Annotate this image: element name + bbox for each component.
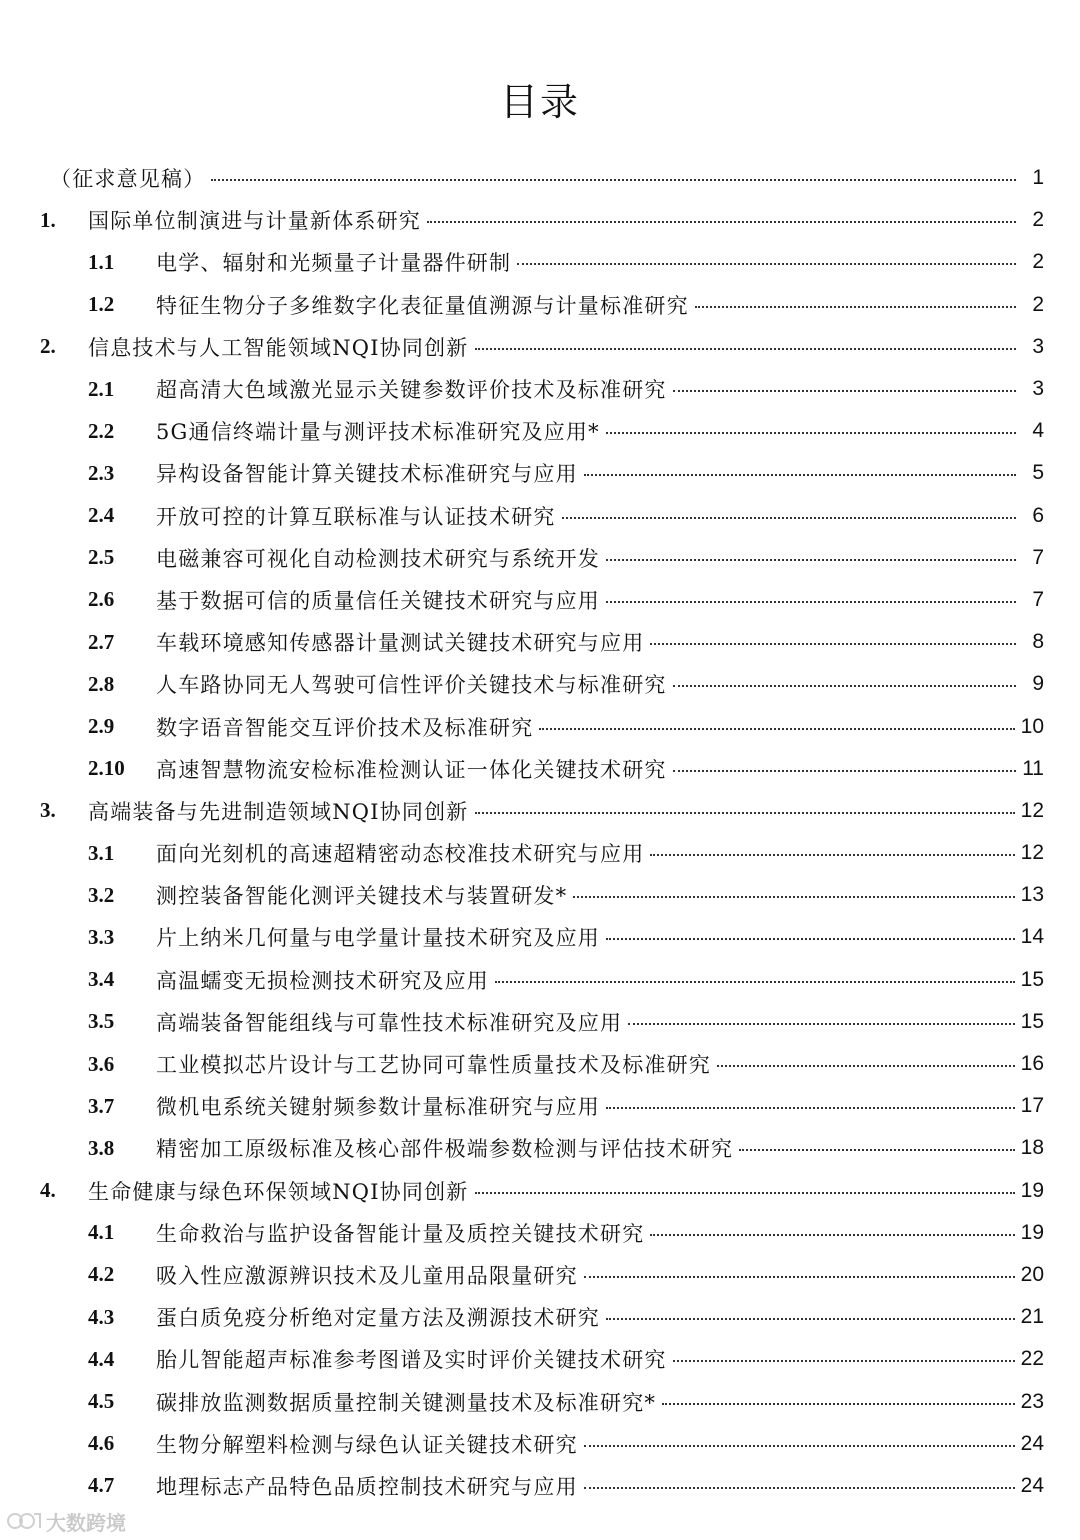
dot-leader	[573, 896, 1014, 898]
toc-subsection-entry[interactable]	[0, 832, 1080, 874]
toc-entry-number: 2.10	[88, 756, 125, 781]
toc-entry-label: 开放可控的计算互联标准与认证技术研究	[156, 504, 556, 529]
dot-leader	[211, 179, 1016, 181]
toc-subsection-entry[interactable]	[0, 1423, 1080, 1465]
toc-page-number: 2	[1032, 250, 1044, 274]
toc-entry-number: 2.	[40, 334, 56, 359]
toc-section-entry[interactable]	[0, 199, 1080, 241]
dot-leader	[650, 1234, 1014, 1236]
toc-entry-number: 4.4	[88, 1346, 115, 1371]
toc-entry-label: 生命救治与监护设备智能计量及质控关键技术研究	[156, 1221, 645, 1246]
toc-entry-number: 3.5	[88, 1009, 115, 1034]
toc-subsection-entry[interactable]	[0, 1043, 1080, 1085]
toc-page-number: 4	[1032, 419, 1044, 443]
dot-leader	[673, 1360, 1015, 1362]
toc-page-number: 15	[1020, 967, 1044, 991]
toc-preface-entry[interactable]	[0, 157, 1080, 199]
toc-entry-number: 3.4	[88, 967, 115, 992]
toc-entry-number: 4.3	[88, 1304, 115, 1329]
toc-page-number: 15	[1020, 1009, 1044, 1033]
dot-leader	[606, 1318, 1015, 1320]
toc-page-number: 23	[1020, 1389, 1044, 1413]
toc-page-number: 22	[1020, 1347, 1044, 1371]
toc-entry-number: 2.5	[88, 545, 115, 570]
dot-leader	[606, 559, 1016, 561]
dot-leader	[673, 770, 1016, 772]
toc-entry-number: 4.1	[88, 1220, 115, 1245]
toc-entry-number: 4.2	[88, 1262, 115, 1287]
toc-entry-number: 2.7	[88, 629, 115, 654]
toc-subsection-entry[interactable]	[0, 705, 1080, 747]
toc-entry-number: 3.7	[88, 1093, 115, 1118]
toc-entry-label: 高速智慧物流安检标准检测认证一体化关键技术研究	[156, 757, 667, 782]
toc-entry-label: 生命健康与绿色环保领域NQI协同创新	[88, 1179, 469, 1204]
page-title: 目录	[499, 80, 580, 124]
dot-leader	[427, 221, 1016, 223]
toc-page-number: 17	[1020, 1094, 1044, 1118]
toc-subsection-entry[interactable]	[0, 1085, 1080, 1127]
toc-page-number: 19	[1020, 1220, 1044, 1244]
toc-subsection-entry[interactable]	[0, 663, 1080, 705]
toc-entry-label: 基于数据可信的质量信任关键技术研究与应用	[156, 588, 600, 613]
toc-entry-label: 超高清大色域激光显示关键参数评价技术及标准研究	[156, 378, 667, 403]
toc-entry-label: 高端装备与先进制造领域NQI协同创新	[88, 799, 469, 824]
toc-entry-label: 面向光刻机的高速超精密动态校准技术研究与应用	[156, 842, 645, 867]
dot-leader	[739, 1149, 1014, 1151]
toc-subsection-entry[interactable]	[0, 1338, 1080, 1380]
dot-leader	[650, 643, 1016, 645]
toc-page-number: 7	[1032, 545, 1044, 569]
toc-entry-label: 特征生物分子多维数字化表征量值溯源与计量标准研究	[156, 293, 689, 318]
toc-entry-number: 4.7	[88, 1473, 115, 1498]
dot-leader	[606, 1107, 1015, 1109]
toc-entry-number: 3.2	[88, 882, 115, 907]
toc-entry-label: 微机电系统关键射频参数计量标准研究与应用	[156, 1095, 600, 1120]
toc-entry-number: 1.1	[88, 249, 115, 274]
toc-entry-label: 国际单位制演进与计量新体系研究	[88, 209, 421, 234]
toc-subsection-entry[interactable]	[0, 874, 1080, 916]
toc-page-number: 20	[1020, 1262, 1044, 1286]
dot-leader	[584, 1276, 1015, 1278]
watermark	[6, 1506, 126, 1536]
toc-entry-label: 片上纳米几何量与电学量计量技术研究及应用	[156, 926, 600, 951]
toc-page-number: 18	[1020, 1136, 1044, 1160]
toc-page-number: 14	[1020, 925, 1044, 949]
toc-entry-label: 蛋白质免疫分析绝对定量方法及溯源技术研究	[156, 1306, 600, 1331]
dot-leader	[495, 981, 1015, 983]
toc-entry-label: 高温蠕变无损检测技术研究及应用	[156, 968, 489, 993]
dot-leader	[562, 517, 1016, 519]
dot-leader	[584, 1445, 1015, 1447]
toc-page-number: 8	[1032, 630, 1044, 654]
toc-entry-number: 2.1	[88, 376, 115, 401]
toc-page-number: 3	[1032, 334, 1044, 358]
dot-leader	[606, 432, 1016, 434]
toc-entry-number: 2.9	[88, 714, 115, 739]
toc-entry-number: 2.6	[88, 587, 115, 612]
watermark-text: 大数跨境	[46, 1510, 126, 1535]
toc-entry-label: （征求意见稿）	[50, 167, 206, 192]
dot-leader	[517, 263, 1016, 265]
logo-icon	[6, 1510, 42, 1532]
toc-entry-label: 生物分解塑料检测与绿色认证关键技术研究	[156, 1432, 578, 1457]
toc-entry-label: 碳排放监测数据质量控制关键测量技术及标准研究*	[156, 1390, 657, 1415]
table-of-contents	[0, 157, 1080, 1507]
dot-leader	[475, 348, 1017, 350]
toc-subsection-entry[interactable]	[0, 959, 1080, 1001]
dot-leader	[673, 685, 1016, 687]
toc-subsection-entry[interactable]	[0, 410, 1080, 452]
toc-page-number: 19	[1020, 1178, 1044, 1202]
toc-page-number: 1	[1032, 166, 1044, 190]
toc-entry-number: 2.3	[88, 460, 115, 485]
toc-section-entry[interactable]	[0, 1170, 1080, 1212]
toc-section-entry[interactable]	[0, 326, 1080, 368]
toc-page-number: 13	[1020, 883, 1044, 907]
toc-subsection-entry[interactable]	[0, 284, 1080, 326]
toc-entry-number: 3.6	[88, 1051, 115, 1076]
toc-entry-label: 地理标志产品特色品质控制技术研究与应用	[156, 1474, 578, 1499]
toc-page-number: 9	[1032, 672, 1044, 696]
toc-page-number: 11	[1022, 756, 1044, 780]
toc-entry-label: 胎儿智能超声标准参考图谱及实时评价关键技术研究	[156, 1348, 667, 1373]
dot-leader	[662, 1403, 1015, 1405]
dot-leader	[539, 728, 1014, 730]
toc-subsection-entry[interactable]	[0, 537, 1080, 579]
toc-entry-number: 2.4	[88, 503, 115, 528]
toc-entry-label: 工业模拟芯片设计与工艺协同可靠性质量技术及标准研究	[156, 1053, 711, 1078]
toc-subsection-entry[interactable]	[0, 1380, 1080, 1422]
dot-leader	[475, 1192, 1015, 1194]
toc-subsection-entry[interactable]	[0, 621, 1080, 663]
toc-page-number: 2	[1032, 208, 1044, 232]
toc-entry-label: 电学、辐射和光频量子计量器件研制	[156, 251, 512, 276]
dot-leader	[606, 938, 1015, 940]
toc-subsection-entry[interactable]	[0, 748, 1080, 790]
toc-subsection-entry[interactable]	[0, 495, 1080, 537]
toc-entry-number: 3.	[40, 798, 56, 823]
dot-leader	[650, 854, 1014, 856]
toc-subsection-entry[interactable]	[0, 241, 1080, 283]
toc-entry-number: 2.2	[88, 418, 115, 443]
dot-leader	[628, 1023, 1014, 1025]
toc-entry-label: 异构设备智能计算关键技术标准研究与应用	[156, 462, 578, 487]
toc-entry-label: 数字语音智能交互评价技术及标准研究	[156, 715, 534, 740]
toc-entry-number: 1.2	[88, 292, 115, 317]
toc-subsection-entry[interactable]	[0, 1465, 1080, 1507]
toc-page-number: 6	[1032, 503, 1044, 527]
toc-page-number: 16	[1020, 1052, 1044, 1076]
toc-entry-number: 3.3	[88, 924, 115, 949]
toc-page-number: 24	[1020, 1473, 1044, 1497]
toc-subsection-entry[interactable]	[0, 1254, 1080, 1296]
toc-subsection-entry[interactable]	[0, 452, 1080, 494]
dot-leader	[717, 1065, 1015, 1067]
toc-entry-number: 3.1	[88, 840, 115, 865]
toc-subsection-entry[interactable]	[0, 579, 1080, 621]
toc-entry-number: 4.6	[88, 1431, 115, 1456]
toc-page-number: 21	[1020, 1305, 1044, 1329]
toc-entry-label: 精密加工原级标准及核心部件极端参数检测与评估技术研究	[156, 1137, 734, 1162]
toc-page-number: 12	[1020, 841, 1044, 865]
toc-subsection-entry[interactable]	[0, 1127, 1080, 1169]
toc-entry-label: 5G通信终端计量与测评技术标准研究及应用*	[156, 420, 600, 445]
toc-entry-label: 电磁兼容可视化自动检测技术研究与系统开发	[156, 546, 600, 571]
dot-leader	[606, 601, 1016, 603]
toc-entry-label: 测控装备智能化测评关键技术与装置研发*	[156, 884, 568, 909]
toc-entry-label: 车载环境感知传感器计量测试关键技术研究与应用	[156, 631, 645, 656]
toc-subsection-entry[interactable]	[0, 1212, 1080, 1254]
toc-entry-label: 信息技术与人工智能领域NQI协同创新	[88, 335, 469, 360]
toc-entry-number: 2.8	[88, 671, 115, 696]
dot-leader	[673, 390, 1016, 392]
toc-entry-number: 4.	[40, 1178, 56, 1203]
toc-entry-label: 高端装备智能组线与可靠性技术标准研究及应用	[156, 1010, 623, 1035]
toc-section-entry[interactable]	[0, 790, 1080, 832]
toc-entry-number: 4.5	[88, 1389, 115, 1414]
toc-page-number: 12	[1020, 798, 1044, 822]
toc-entry-number: 1.	[40, 207, 56, 232]
toc-page-number: 3	[1032, 377, 1044, 401]
toc-page-number: 7	[1032, 587, 1044, 611]
toc-subsection-entry[interactable]	[0, 916, 1080, 958]
toc-entry-label: 人车路协同无人驾驶可信性评价关键技术与标准研究	[156, 673, 667, 698]
toc-entry-label: 吸入性应激源辨识技术及儿童用品限量研究	[156, 1263, 578, 1288]
toc-entry-number: 3.8	[88, 1135, 115, 1160]
dot-leader	[475, 812, 1015, 814]
toc-page-number: 2	[1032, 292, 1044, 316]
dot-leader	[584, 474, 1016, 476]
toc-subsection-entry[interactable]	[0, 368, 1080, 410]
dot-leader	[695, 306, 1016, 308]
toc-page-number: 24	[1020, 1431, 1044, 1455]
toc-page-number: 10	[1020, 714, 1044, 738]
toc-subsection-entry[interactable]	[0, 1001, 1080, 1043]
dot-leader	[584, 1487, 1015, 1489]
toc-subsection-entry[interactable]	[0, 1296, 1080, 1338]
toc-page-number: 5	[1032, 461, 1044, 485]
